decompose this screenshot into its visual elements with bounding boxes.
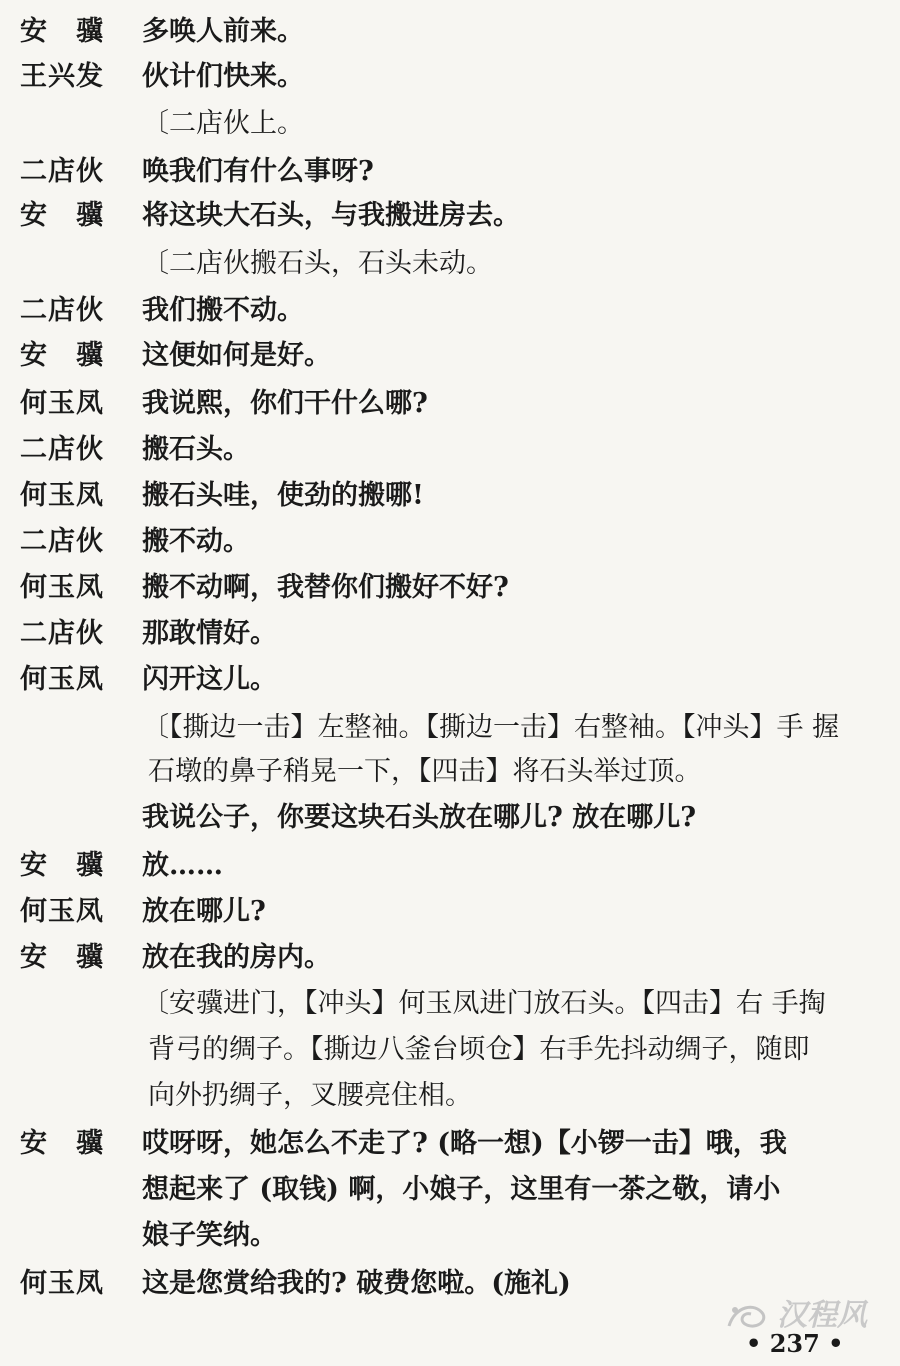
- dialogue-text: 搬石头哇，使劲的搬哪!: [142, 480, 424, 511]
- dialogue-line: [0, 1124, 900, 1164]
- dialogue-line: [0, 196, 900, 236]
- dialogue-line: [0, 476, 900, 516]
- speaker-name: 安 骥: [20, 850, 104, 881]
- dialogue-line: [0, 938, 900, 978]
- dialogue-line: [0, 430, 900, 470]
- speaker-name: 安 骥: [20, 1128, 104, 1159]
- dialogue-text: 我们搬不动。: [142, 295, 304, 326]
- stage-direction-line: [0, 104, 900, 144]
- dialogue-text: 这便如何是好。: [142, 340, 331, 371]
- speaker-name: 何玉凤: [20, 572, 104, 603]
- dialogue-text: 唤我们有什么事呀?: [142, 156, 374, 187]
- dialogue-text: 娘子笑纳。: [142, 1220, 277, 1251]
- dialogue-text: 闪开这儿。: [142, 664, 277, 695]
- speaker-name: 二店伙: [20, 295, 104, 326]
- watermark-text: 汉程风: [777, 1298, 867, 1333]
- speaker-name: 二店伙: [20, 526, 104, 557]
- speaker-name: 何玉凤: [20, 388, 104, 419]
- dialogue-line: [0, 12, 900, 52]
- dialogue-text: 伙计们快来。: [142, 61, 304, 92]
- speaker-name: 何玉凤: [20, 480, 104, 511]
- speaker-name: 安 骥: [20, 16, 104, 47]
- dialogue-line: [0, 892, 900, 932]
- speaker-name: 二店伙: [20, 156, 104, 187]
- stage-direction: 〔二店伙搬石头，石头未动。: [142, 248, 493, 279]
- dialogue-line: [0, 152, 900, 192]
- dialogue-line: [0, 1216, 900, 1256]
- page-number: • 237 •: [746, 1329, 844, 1358]
- speaker-name: 二店伙: [20, 434, 104, 465]
- dialogue-text: 我说熙，你们干什么哪?: [142, 388, 428, 419]
- dialogue-text: 搬不动。: [142, 526, 250, 557]
- dialogue-line: [0, 57, 900, 97]
- stage-direction-line: [0, 1030, 900, 1070]
- dialogue-line: [0, 798, 900, 838]
- dialogue-line: [0, 568, 900, 608]
- dialogue-line: [0, 291, 900, 331]
- dialogue-line: [0, 614, 900, 654]
- dialogue-text: 这是您赏给我的? 破费您啦。(施礼): [142, 1268, 571, 1299]
- stage-direction: 〔【撕边一击】左整袖。【撕边一击】右整袖。【冲头】手 握: [142, 712, 840, 743]
- dialogue-line: [0, 336, 900, 376]
- dialogue-text: 想起来了 (取钱) 啊，小娘子，这里有一茶之敬，请小: [142, 1174, 781, 1205]
- dialogue-text: 搬不动啊，我替你们搬好不好?: [142, 572, 509, 603]
- stage-direction: 〔二店伙上。: [142, 108, 304, 139]
- speaker-name: 何玉凤: [20, 664, 104, 695]
- stage-direction: 背弓的绸子。【撕边八釜台顷仓】右手先抖动绸子，随即: [148, 1034, 810, 1065]
- stage-direction: 向外扔绸子，叉腰亮住相。: [148, 1080, 472, 1111]
- dialogue-line: [0, 384, 900, 424]
- stage-direction-line: [0, 708, 900, 748]
- dialogue-text: 放……: [142, 850, 223, 881]
- stage-direction-line: [0, 244, 900, 284]
- dialogue-line: [0, 522, 900, 562]
- stage-direction-line: [0, 984, 900, 1024]
- speaker-name: 王兴发: [20, 61, 104, 92]
- stage-direction: 〔安骥进门，【冲头】何玉凤进门放石头。【四击】右 手掏: [142, 988, 826, 1019]
- dialogue-line: [0, 1170, 900, 1210]
- speaker-name: 何玉凤: [20, 896, 104, 927]
- dialogue-line: [0, 846, 900, 886]
- stage-direction-line: [0, 1076, 900, 1116]
- speaker-name: 安 骥: [20, 942, 104, 973]
- dialogue-text: 放在我的房内。: [142, 942, 331, 973]
- dialogue-text: 我说公子，你要这块石头放在哪儿? 放在哪儿?: [142, 802, 697, 833]
- dialogue-text: 搬石头。: [142, 434, 250, 465]
- speaker-name: 二店伙: [20, 618, 104, 649]
- dialogue-text: 哎呀呀，她怎么不走了? (略一想)【小锣一击】哦，我: [142, 1128, 787, 1159]
- speaker-name: 安 骥: [20, 340, 104, 371]
- dialogue-text: 放在哪儿?: [142, 896, 266, 927]
- speaker-name: 何玉凤: [20, 1268, 104, 1299]
- stage-direction: 石墩的鼻子稍晃一下，【四击】将石头举过顶。: [148, 756, 702, 787]
- dialogue-text: 多唤人前来。: [142, 16, 304, 47]
- dialogue-line: [0, 660, 900, 700]
- stage-direction-line: [0, 752, 900, 792]
- dialogue-text: 那敢情好。: [142, 618, 277, 649]
- dialogue-text: 将这块大石头，与我搬进房去。: [142, 200, 520, 231]
- speaker-name: 安 骥: [20, 200, 104, 231]
